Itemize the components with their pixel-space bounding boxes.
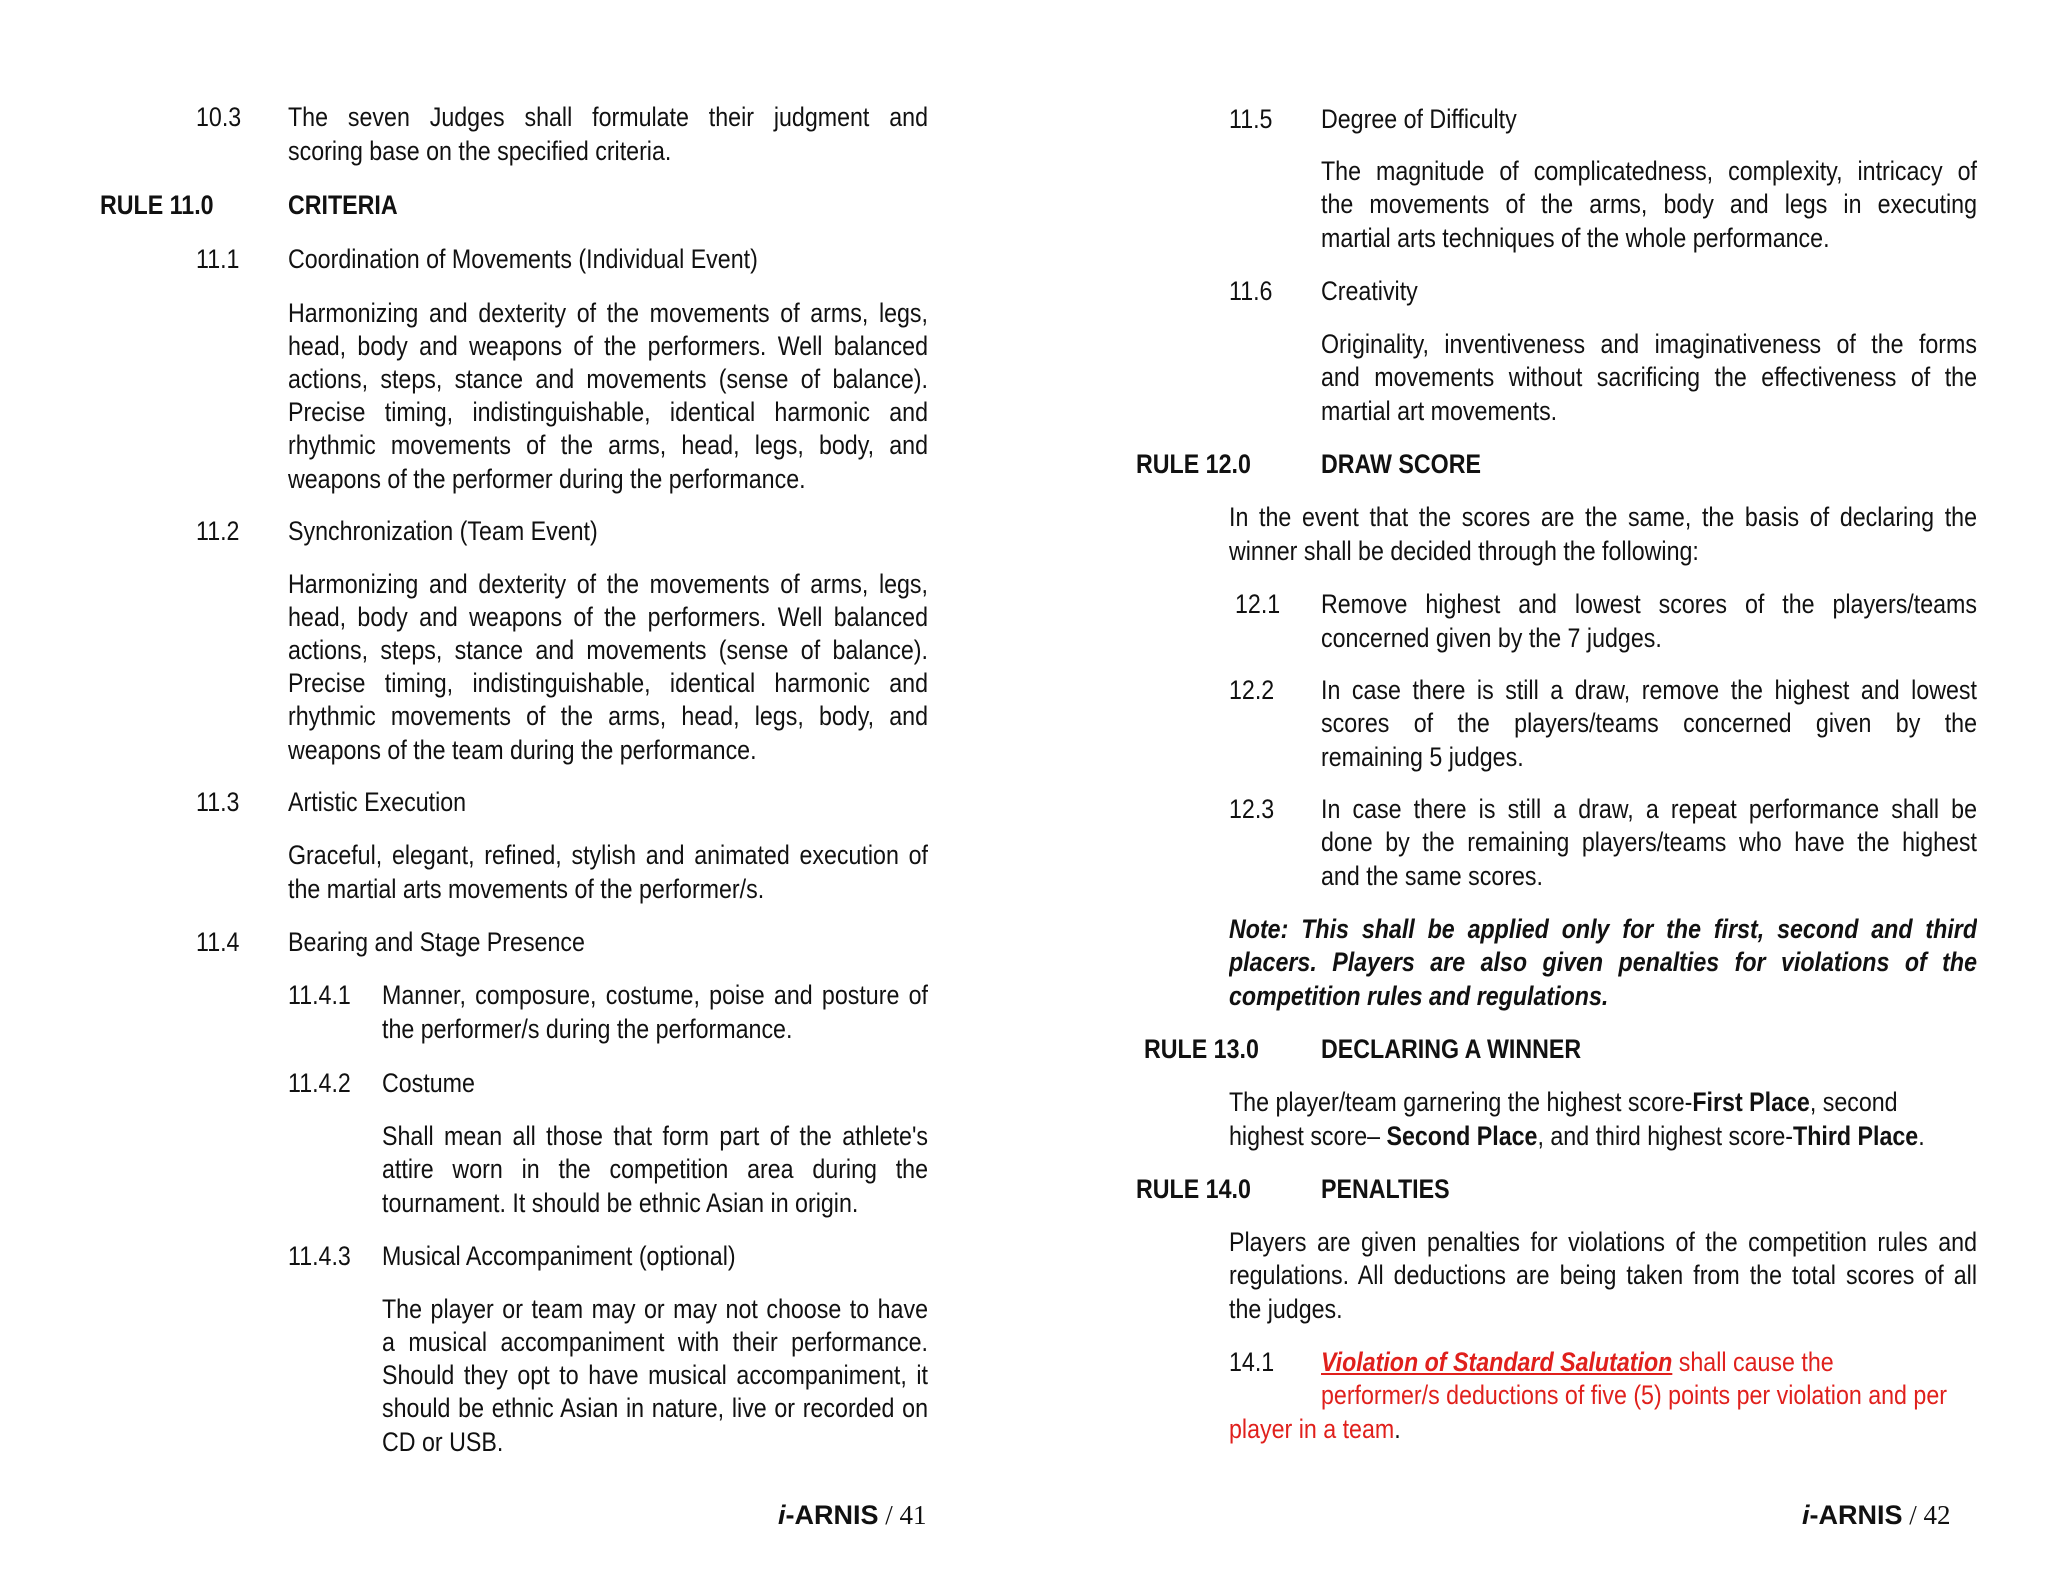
footer-brand: -ARNIS <box>1809 1500 1903 1530</box>
rule-title: PENALTIES <box>1321 1174 1450 1204</box>
text-run: , and third highest score- <box>1537 1121 1794 1151</box>
paragraph-line: the judges. <box>1229 1294 1343 1324</box>
section-heading: Musical Accompaniment (optional) <box>382 1241 736 1271</box>
section-heading: Bearing and Stage Presence <box>288 927 585 957</box>
rule-title: CRITERIA <box>288 190 398 220</box>
footer-brand-prefix: i <box>778 1500 786 1530</box>
rule-label: RULE 11.0 <box>100 190 214 220</box>
section-number: 11.4 <box>196 927 240 957</box>
note-line: Note: This shall be applied only for the first, second and third <box>1229 914 1977 944</box>
paragraph-line: and movements without sacrificing the effectiveness of the <box>1321 362 1977 392</box>
paragraph-line: head, body and weapons of the performers. Well balanced <box>288 602 928 632</box>
paragraph-line: actions, steps, stance and movements (sense of balance). <box>288 635 928 665</box>
paragraph-line: Manner, composure, costume, poise and posture of <box>382 980 928 1010</box>
section-number: 11.2 <box>196 516 240 546</box>
text-run: player in a team <box>1229 1414 1395 1444</box>
section-heading: Coordination of Movements (Individual Event) <box>288 244 758 274</box>
rule-label: RULE 13.0 <box>1144 1034 1259 1064</box>
paragraph-line: weapons of the team during the performance. <box>288 735 757 765</box>
section-number: 10.3 <box>196 102 242 132</box>
section-number: 11.4.1 <box>288 980 351 1010</box>
text-run: . <box>1918 1121 1925 1151</box>
page-number: 42 <box>1923 1500 1951 1530</box>
paragraph-line: performer/s deductions of five (5) points per violation and per <box>1321 1380 1947 1410</box>
section-number: 14.1 <box>1229 1347 1275 1377</box>
footer-brand-prefix: i <box>1802 1500 1810 1530</box>
paragraph-line: a musical accompaniment with their performance. <box>382 1327 928 1357</box>
page-footer <box>1802 1500 1951 1531</box>
section-heading: Creativity <box>1321 276 1418 306</box>
page-number: 41 <box>899 1500 927 1530</box>
rule-title: DRAW SCORE <box>1321 449 1481 479</box>
section-number: 11.5 <box>1229 104 1273 134</box>
paragraph-line: tournament. It should be ethnic Asian in origin. <box>382 1188 859 1218</box>
section-heading: Degree of Difficulty <box>1321 104 1517 134</box>
paragraph-line: Precise timing, indistinguishable, identical harmonic and <box>288 397 928 427</box>
paragraph-line: regulations. All deductions are being taken from the total scores of all <box>1229 1260 1977 1290</box>
paragraph-line: Shall mean all those that form part of the athlete's <box>382 1121 928 1151</box>
section-heading: Artistic Execution <box>288 787 467 817</box>
rule-label: RULE 14.0 <box>1136 1174 1251 1204</box>
second-place-emphasis: Second Place <box>1386 1121 1538 1151</box>
paragraph-line: done by the remaining players/teams who have the highest <box>1321 827 1977 857</box>
paragraph-line <box>1229 1119 1925 1153</box>
third-place-emphasis: Third Place <box>1793 1121 1919 1151</box>
paragraph-line: Originality, inventiveness and imaginativeness of the forms <box>1321 329 1977 359</box>
first-place-emphasis: First Place <box>1692 1087 1810 1117</box>
paragraph-line: the movements of the arms, body and legs in executing <box>1321 189 1977 219</box>
paragraph-line: scoring base on the specified criteria. <box>288 136 672 166</box>
paragraph-line: remaining 5 judges. <box>1321 742 1524 772</box>
section-number: 11.4.3 <box>288 1241 351 1271</box>
paragraph-line: Harmonizing and dexterity of the movements of arms, legs, <box>288 298 928 328</box>
paragraph-line: The seven Judges shall formulate their judgment and <box>288 102 928 132</box>
section-heading: Synchronization (Team Event) <box>288 516 598 546</box>
footer-separator: / <box>878 1500 900 1530</box>
paragraph-line: the martial arts movements of the performer/s. <box>288 874 765 904</box>
paragraph-line: The player or team may or may not choose to have <box>382 1294 928 1324</box>
paragraph-line <box>1321 1345 1834 1379</box>
paragraph-line: concerned given by the 7 judges. <box>1321 623 1662 653</box>
footer-brand: -ARNIS <box>785 1500 879 1530</box>
section-number: 12.3 <box>1229 794 1275 824</box>
paragraph-line: Remove highest and lowest scores of the players/teams <box>1321 589 1977 619</box>
page-footer <box>778 1500 927 1531</box>
text-run: shall cause the <box>1672 1347 1834 1377</box>
text-run: , second <box>1809 1087 1898 1117</box>
paragraph-line: Graceful, elegant, refined, stylish and animated execution of <box>288 840 928 870</box>
paragraph-line: attire worn in the competition area during the <box>382 1154 928 1184</box>
paragraph-line <box>1229 1085 1977 1119</box>
violation-link[interactable]: Violation of Standard Salutation <box>1321 1347 1673 1377</box>
paragraph-line: martial art movements. <box>1321 396 1558 426</box>
section-heading: Costume <box>382 1068 475 1098</box>
paragraph-line: In the event that the scores are the same, the basis of declaring the <box>1229 502 1977 532</box>
paragraph-line: rhythmic movements of the arms, head, legs, body, and <box>288 701 928 731</box>
paragraph-line: In case there is still a draw, a repeat performance shall be <box>1321 794 1977 824</box>
section-number: 11.4.2 <box>288 1068 351 1098</box>
paragraph-line: head, body and weapons of the performers. Well balanced <box>288 331 928 361</box>
paragraph-line: actions, steps, stance and movements (sense of balance). <box>288 364 928 394</box>
paragraph-line: Should they opt to have musical accompaniment, it <box>382 1360 928 1390</box>
paragraph-line: CD or USB. <box>382 1427 504 1457</box>
section-number: 11.1 <box>196 244 240 274</box>
paragraph-line: the performer/s during the performance. <box>382 1014 793 1044</box>
paragraph-line: Precise timing, indistinguishable, identical harmonic and <box>288 668 928 698</box>
paragraph-line: and the same scores. <box>1321 861 1544 891</box>
note-line: competition rules and regulations. <box>1229 981 1609 1011</box>
section-number: 11.3 <box>196 787 240 817</box>
paragraph-line: should be ethnic Asian in nature, live or recorded on <box>382 1393 928 1423</box>
text-run: . <box>1394 1414 1401 1444</box>
footer-separator: / <box>1902 1500 1924 1530</box>
rule-label: RULE 12.0 <box>1136 449 1251 479</box>
note-line: placers. Players are also given penalties for violations of the <box>1229 947 1977 977</box>
paragraph-line <box>1229 1412 1401 1446</box>
paragraph-line: Harmonizing and dexterity of the movements of arms, legs, <box>288 569 928 599</box>
right-page <box>1024 0 2048 1582</box>
section-number: 12.2 <box>1229 675 1275 705</box>
paragraph-line: winner shall be decided through the following: <box>1229 536 1699 566</box>
paragraph-line: rhythmic movements of the arms, head, legs, body, and <box>288 430 928 460</box>
section-number: 12.1 <box>1235 589 1281 619</box>
paragraph-line: In case there is still a draw, remove the highest and lowest <box>1321 675 1977 705</box>
paragraph-line: Players are given penalties for violations of the competition rules and <box>1229 1227 1977 1257</box>
section-number: 11.6 <box>1229 276 1273 306</box>
paragraph-line: martial arts techniques of the whole performance. <box>1321 223 1830 253</box>
paragraph-line: The magnitude of complicatedness, complexity, intricacy of <box>1321 156 1977 186</box>
paragraph-line: scores of the players/teams concerned given by the <box>1321 708 1977 738</box>
text-run: The player/team garnering the highest score- <box>1229 1087 1693 1117</box>
paragraph-line: weapons of the performer during the performance. <box>288 464 806 494</box>
rule-title: DECLARING A WINNER <box>1321 1034 1582 1064</box>
text-run: highest score– <box>1229 1121 1387 1151</box>
